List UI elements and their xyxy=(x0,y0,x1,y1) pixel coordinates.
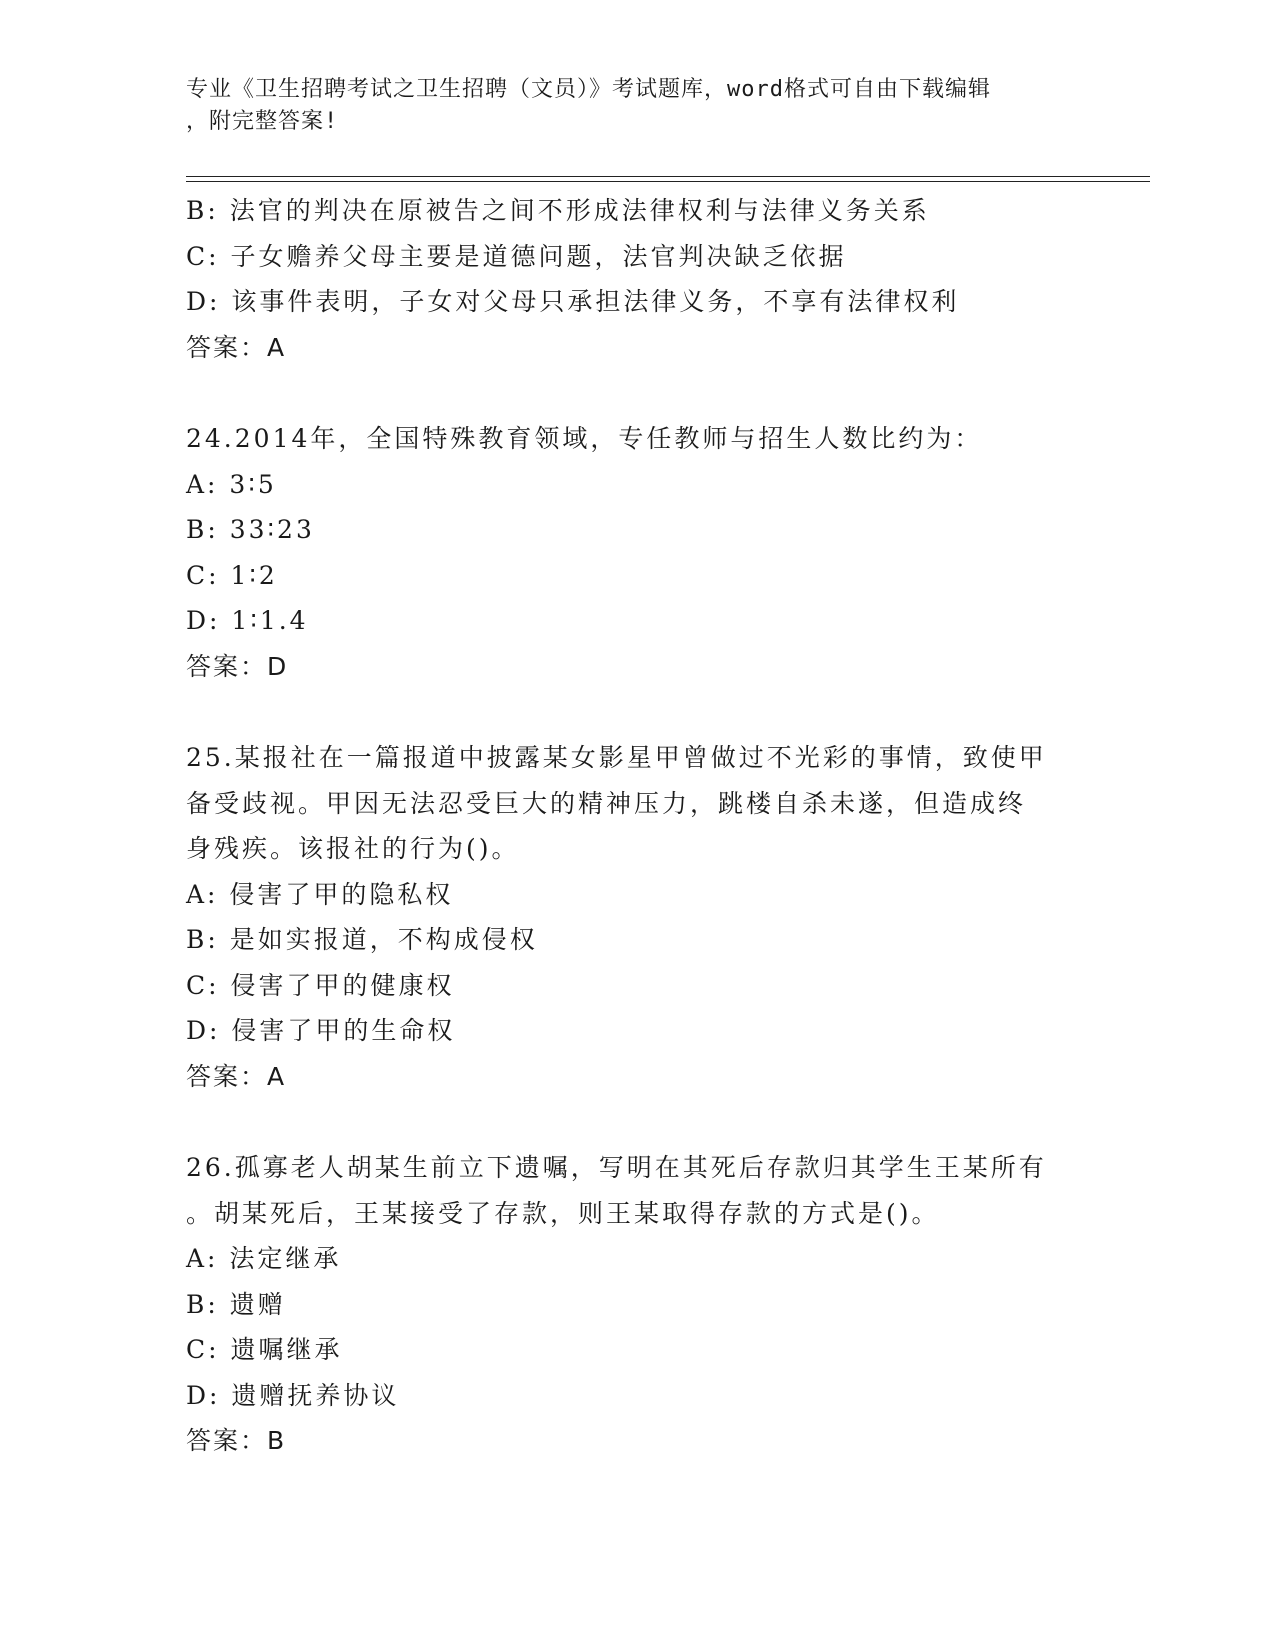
question-text: 24.2014年，全国特殊教育领域，专任教师与招生人数比约为： xyxy=(186,424,983,453)
question-list xyxy=(186,188,1086,1464)
question-23-continued xyxy=(186,188,1086,370)
question-text-line: 25.某报社在一篇报道中披露某女影星甲曾做过不光彩的事情，致使甲 xyxy=(186,743,1047,772)
option-b: B: 法官的判决在原被告之间不形成法律权利与法律义务关系 xyxy=(186,196,930,225)
option-a: A: 侵害了甲的隐私权 xyxy=(186,879,454,909)
option-c: C: 侵害了甲的健康权 xyxy=(186,970,455,1000)
answer-line: 答案：A xyxy=(186,332,287,362)
header-line-2: ，附完整答案! xyxy=(186,109,339,134)
option-c: C: 遗嘱继承 xyxy=(186,1335,343,1364)
option-b: B: 33∶23 xyxy=(186,515,315,544)
spacer xyxy=(186,370,1086,416)
option-a: A: 法定继承 xyxy=(186,1244,342,1273)
answer-line: 答案：A xyxy=(186,1061,287,1091)
option-b: B: 是如实报道，不构成侵权 xyxy=(186,925,538,954)
question-text-line: 26.孤寡老人胡某生前立下遗嘱，写明在其死后存款归其学生王某所有 xyxy=(186,1153,1047,1182)
option-d: D: 1∶1.4 xyxy=(186,606,309,635)
spacer xyxy=(186,689,1086,735)
option-c: C: 子女赡养父母主要是道德问题，法官判决缺乏依据 xyxy=(186,241,847,271)
question-text-line: 备受歧视。甲因无法忍受巨大的精神压力，跳楼自杀未遂，但造成终 xyxy=(186,788,1027,818)
option-d: D: 侵害了甲的生命权 xyxy=(186,1016,456,1045)
question-24 xyxy=(186,416,1086,689)
answer-line: 答案：D xyxy=(186,651,289,681)
spacer xyxy=(186,1099,1086,1145)
page-header xyxy=(186,74,1066,138)
question-26 xyxy=(186,1145,1086,1464)
header-line-1: 专业《卫生招聘考试之卫生招聘（文员）》考试题库，word格式可自由下载编辑 xyxy=(186,77,991,102)
question-25 xyxy=(186,735,1086,1099)
option-c: C: 1∶2 xyxy=(186,560,278,590)
question-text-line: 。胡某死后，王某接受了存款，则王某取得存款的方式是()。 xyxy=(186,1198,940,1228)
option-d: D: 遗赠抚养协议 xyxy=(186,1380,400,1410)
option-b: B: 遗赠 xyxy=(186,1289,286,1319)
option-d: D: 该事件表明，子女对父母只承担法律义务，不享有法律权利 xyxy=(186,287,960,316)
question-text-line: 身残疾。该报社的行为()。 xyxy=(186,834,520,863)
header-rule-bottom xyxy=(186,181,1150,182)
option-a: A: 3∶5 xyxy=(186,469,277,499)
answer-line: 答案：B xyxy=(186,1426,287,1455)
header-rule-top xyxy=(186,176,1150,177)
